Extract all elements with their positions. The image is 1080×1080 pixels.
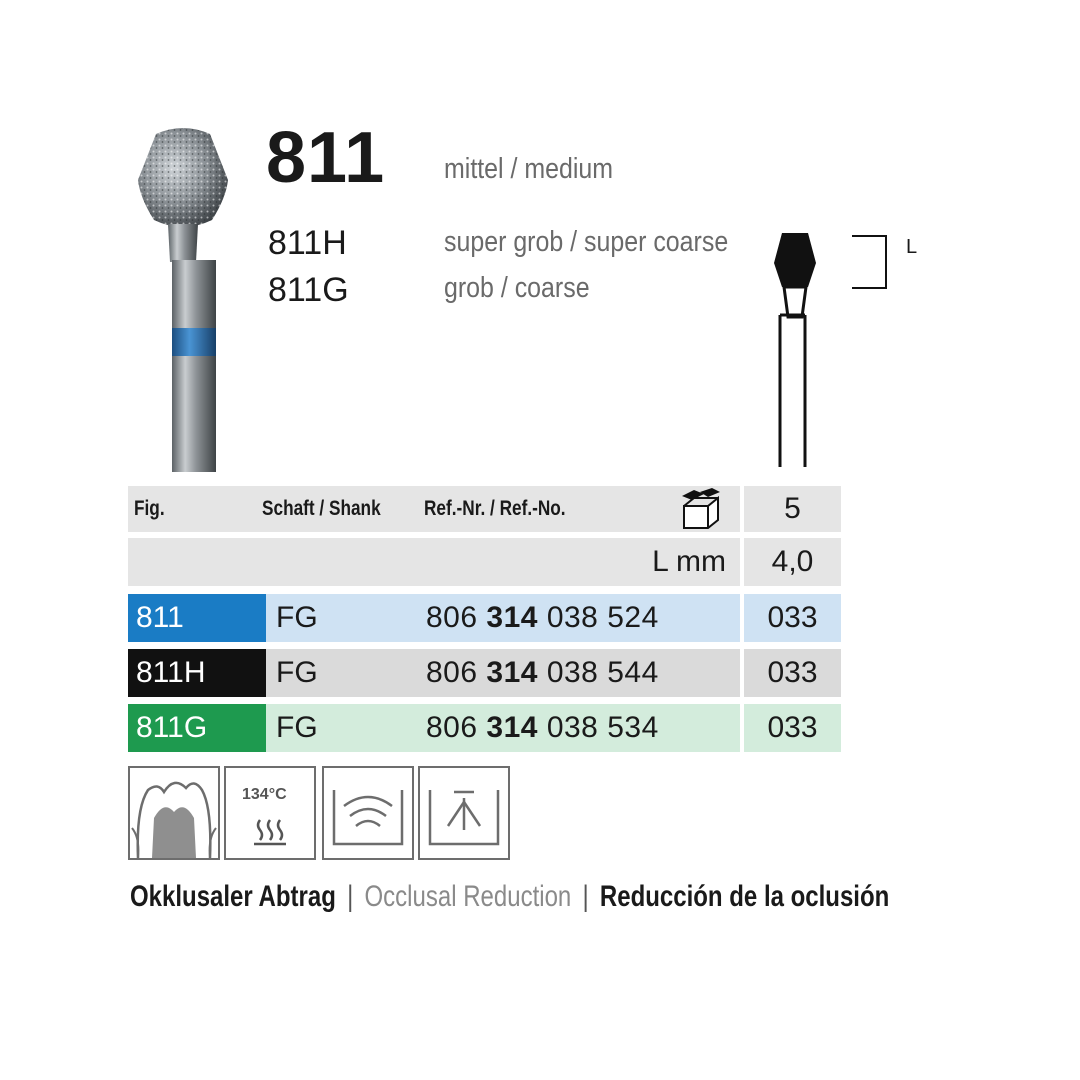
row-shank-cell: FG (276, 601, 318, 634)
separator: | (347, 880, 354, 913)
ultrasonic-cleaning-icon (420, 768, 508, 858)
sterilize-temp-label: 134°C (242, 786, 287, 803)
model-number-title: 811 (266, 118, 386, 198)
header-pack-qty: 5 (744, 486, 841, 532)
application-en: Occlusal Reduction (364, 880, 572, 913)
thermo-disinfector-icon (324, 768, 412, 858)
model-variant-h: 811H (268, 224, 347, 262)
occlusal-reduction-icon-box (128, 766, 220, 860)
length-row-label: L mm (128, 538, 740, 586)
row-size-cell: 033 (744, 704, 841, 752)
tooth-icon (130, 768, 218, 858)
grit-super-coarse-label: super grob / super coarse (444, 226, 729, 258)
separator: | (582, 880, 589, 913)
row-size-cell: 033 (744, 594, 841, 642)
header-fig: Fig. (134, 497, 165, 520)
length-dimension-label: L (906, 236, 918, 258)
autoclave-icon-box (224, 766, 316, 860)
ultrasonic-cleaning-icon-box (418, 766, 510, 860)
bur-technical-drawing (760, 225, 940, 475)
row-fig-cell: 811 (128, 594, 266, 642)
row-shank-cell: FG (276, 711, 318, 744)
row-shank-cell: FG (276, 656, 318, 689)
row-size-cell: 033 (744, 649, 841, 697)
application-es: Reducción de la oclusión (599, 880, 890, 913)
row-fig-cell: 811G (128, 704, 266, 752)
autoclave-icon (226, 768, 314, 858)
bur-photo (128, 120, 238, 472)
grit-medium-label: mittel / medium (444, 153, 614, 185)
model-variant-g: 811G (268, 271, 349, 309)
header-shank: Schaft / Shank (262, 497, 381, 520)
length-row-value: 4,0 (744, 538, 841, 586)
thermo-disinfector-icon-box (322, 766, 414, 860)
row-ref-number: 806 314 038 544 (426, 656, 659, 689)
package-icon (678, 488, 724, 530)
row-ref-number: 806 314 038 524 (426, 601, 659, 634)
row-fig-cell: 811H (128, 649, 266, 697)
application-de: Okklusaler Abtrag (130, 880, 336, 913)
header-ref-no: Ref.-Nr. / Ref.-No. (424, 497, 566, 520)
row-ref-number: 806 314 038 534 (426, 711, 659, 744)
grit-coarse-label: grob / coarse (444, 272, 590, 304)
application-caption (130, 880, 889, 914)
